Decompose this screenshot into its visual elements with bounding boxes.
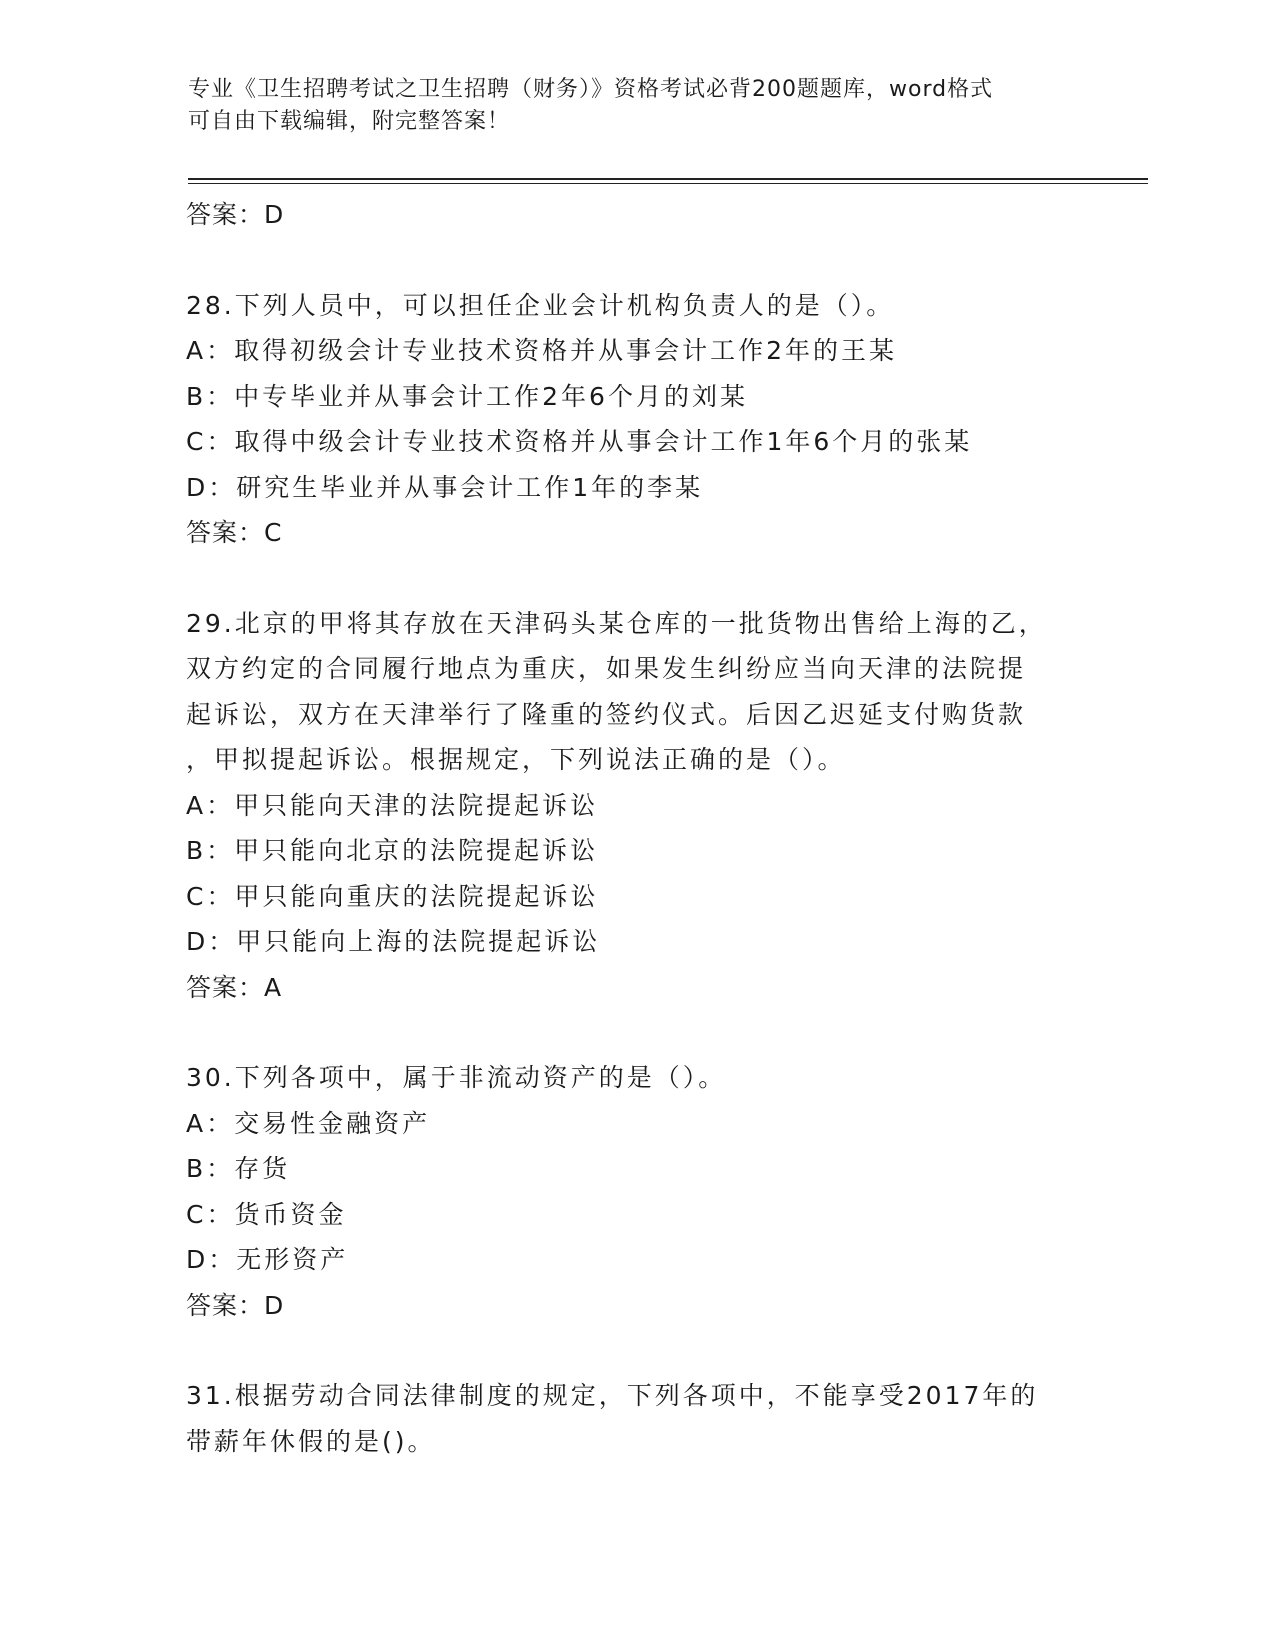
previous-answer: 答案：D <box>186 200 285 229</box>
header-divider <box>188 178 1148 184</box>
option-b: B：甲只能向北京的法院提起诉讼 <box>186 836 599 865</box>
spacer <box>186 238 1066 283</box>
question-list <box>186 192 1066 1464</box>
answer-line: 答案：D <box>186 1290 285 1320</box>
option-b: B：中专毕业并从事会计工作2年6个月的刘某 <box>186 381 748 411</box>
question-29 <box>186 601 1066 1011</box>
answer-line: 答案：C <box>186 518 283 547</box>
header-line-2: 可自由下载编辑，附完整答案！ <box>188 109 511 134</box>
question-stem-line: 31.根据劳动合同法律制度的规定，下列各项中，不能享受2017年的 <box>186 1381 1039 1410</box>
option-c: C：甲只能向重庆的法院提起诉讼 <box>186 881 599 911</box>
document-header <box>188 74 1068 138</box>
option-d: D：研究生毕业并从事会计工作1年的李某 <box>186 472 704 502</box>
question-stem-line: 双方约定的合同履行地点为重庆，如果发生纠纷应当向天津的法院提 <box>186 654 1027 683</box>
question-stem-line: 29.北京的甲将其存放在天津码头某仓库的一批货物出售给上海的乙， <box>186 608 1047 638</box>
option-a: A：甲只能向天津的法院提起诉讼 <box>186 790 599 820</box>
question-stem-line: 带薪年休假的是()。 <box>186 1426 436 1456</box>
question-stem-line: ，甲拟提起诉讼。根据规定，下列说法正确的是（）。 <box>186 745 846 774</box>
spacer <box>186 556 1066 601</box>
question-31 <box>186 1373 1066 1464</box>
question-stem-line: 28.下列人员中，可以担任企业会计机构负责人的是（）。 <box>186 290 895 320</box>
option-c: C：取得中级会计专业技术资格并从事会计工作1年6个月的张某 <box>186 427 973 456</box>
option-b: B：存货 <box>186 1154 291 1183</box>
header-line-1: 专业《卫生招聘考试之卫生招聘（财务）》资格考试必背200题题库，word格式 <box>188 77 994 102</box>
spacer <box>186 1010 1066 1055</box>
option-c: C：货币资金 <box>186 1199 347 1229</box>
option-d: D：甲只能向上海的法院提起诉讼 <box>186 927 601 956</box>
spacer <box>186 1328 1066 1373</box>
answer-line: 答案：A <box>186 972 283 1002</box>
question-stem-line: 30.下列各项中，属于非流动资产的是（）。 <box>186 1063 727 1092</box>
option-d: D：无形资产 <box>186 1245 349 1274</box>
option-a: A：取得初级会计专业技术资格并从事会计工作2年的王某 <box>186 336 898 365</box>
question-30 <box>186 1055 1066 1328</box>
question-28 <box>186 283 1066 556</box>
option-a: A：交易性金融资产 <box>186 1108 431 1138</box>
question-stem-line: 起诉讼，双方在天津举行了隆重的签约仪式。后因乙迟延支付购货款 <box>186 699 1027 729</box>
